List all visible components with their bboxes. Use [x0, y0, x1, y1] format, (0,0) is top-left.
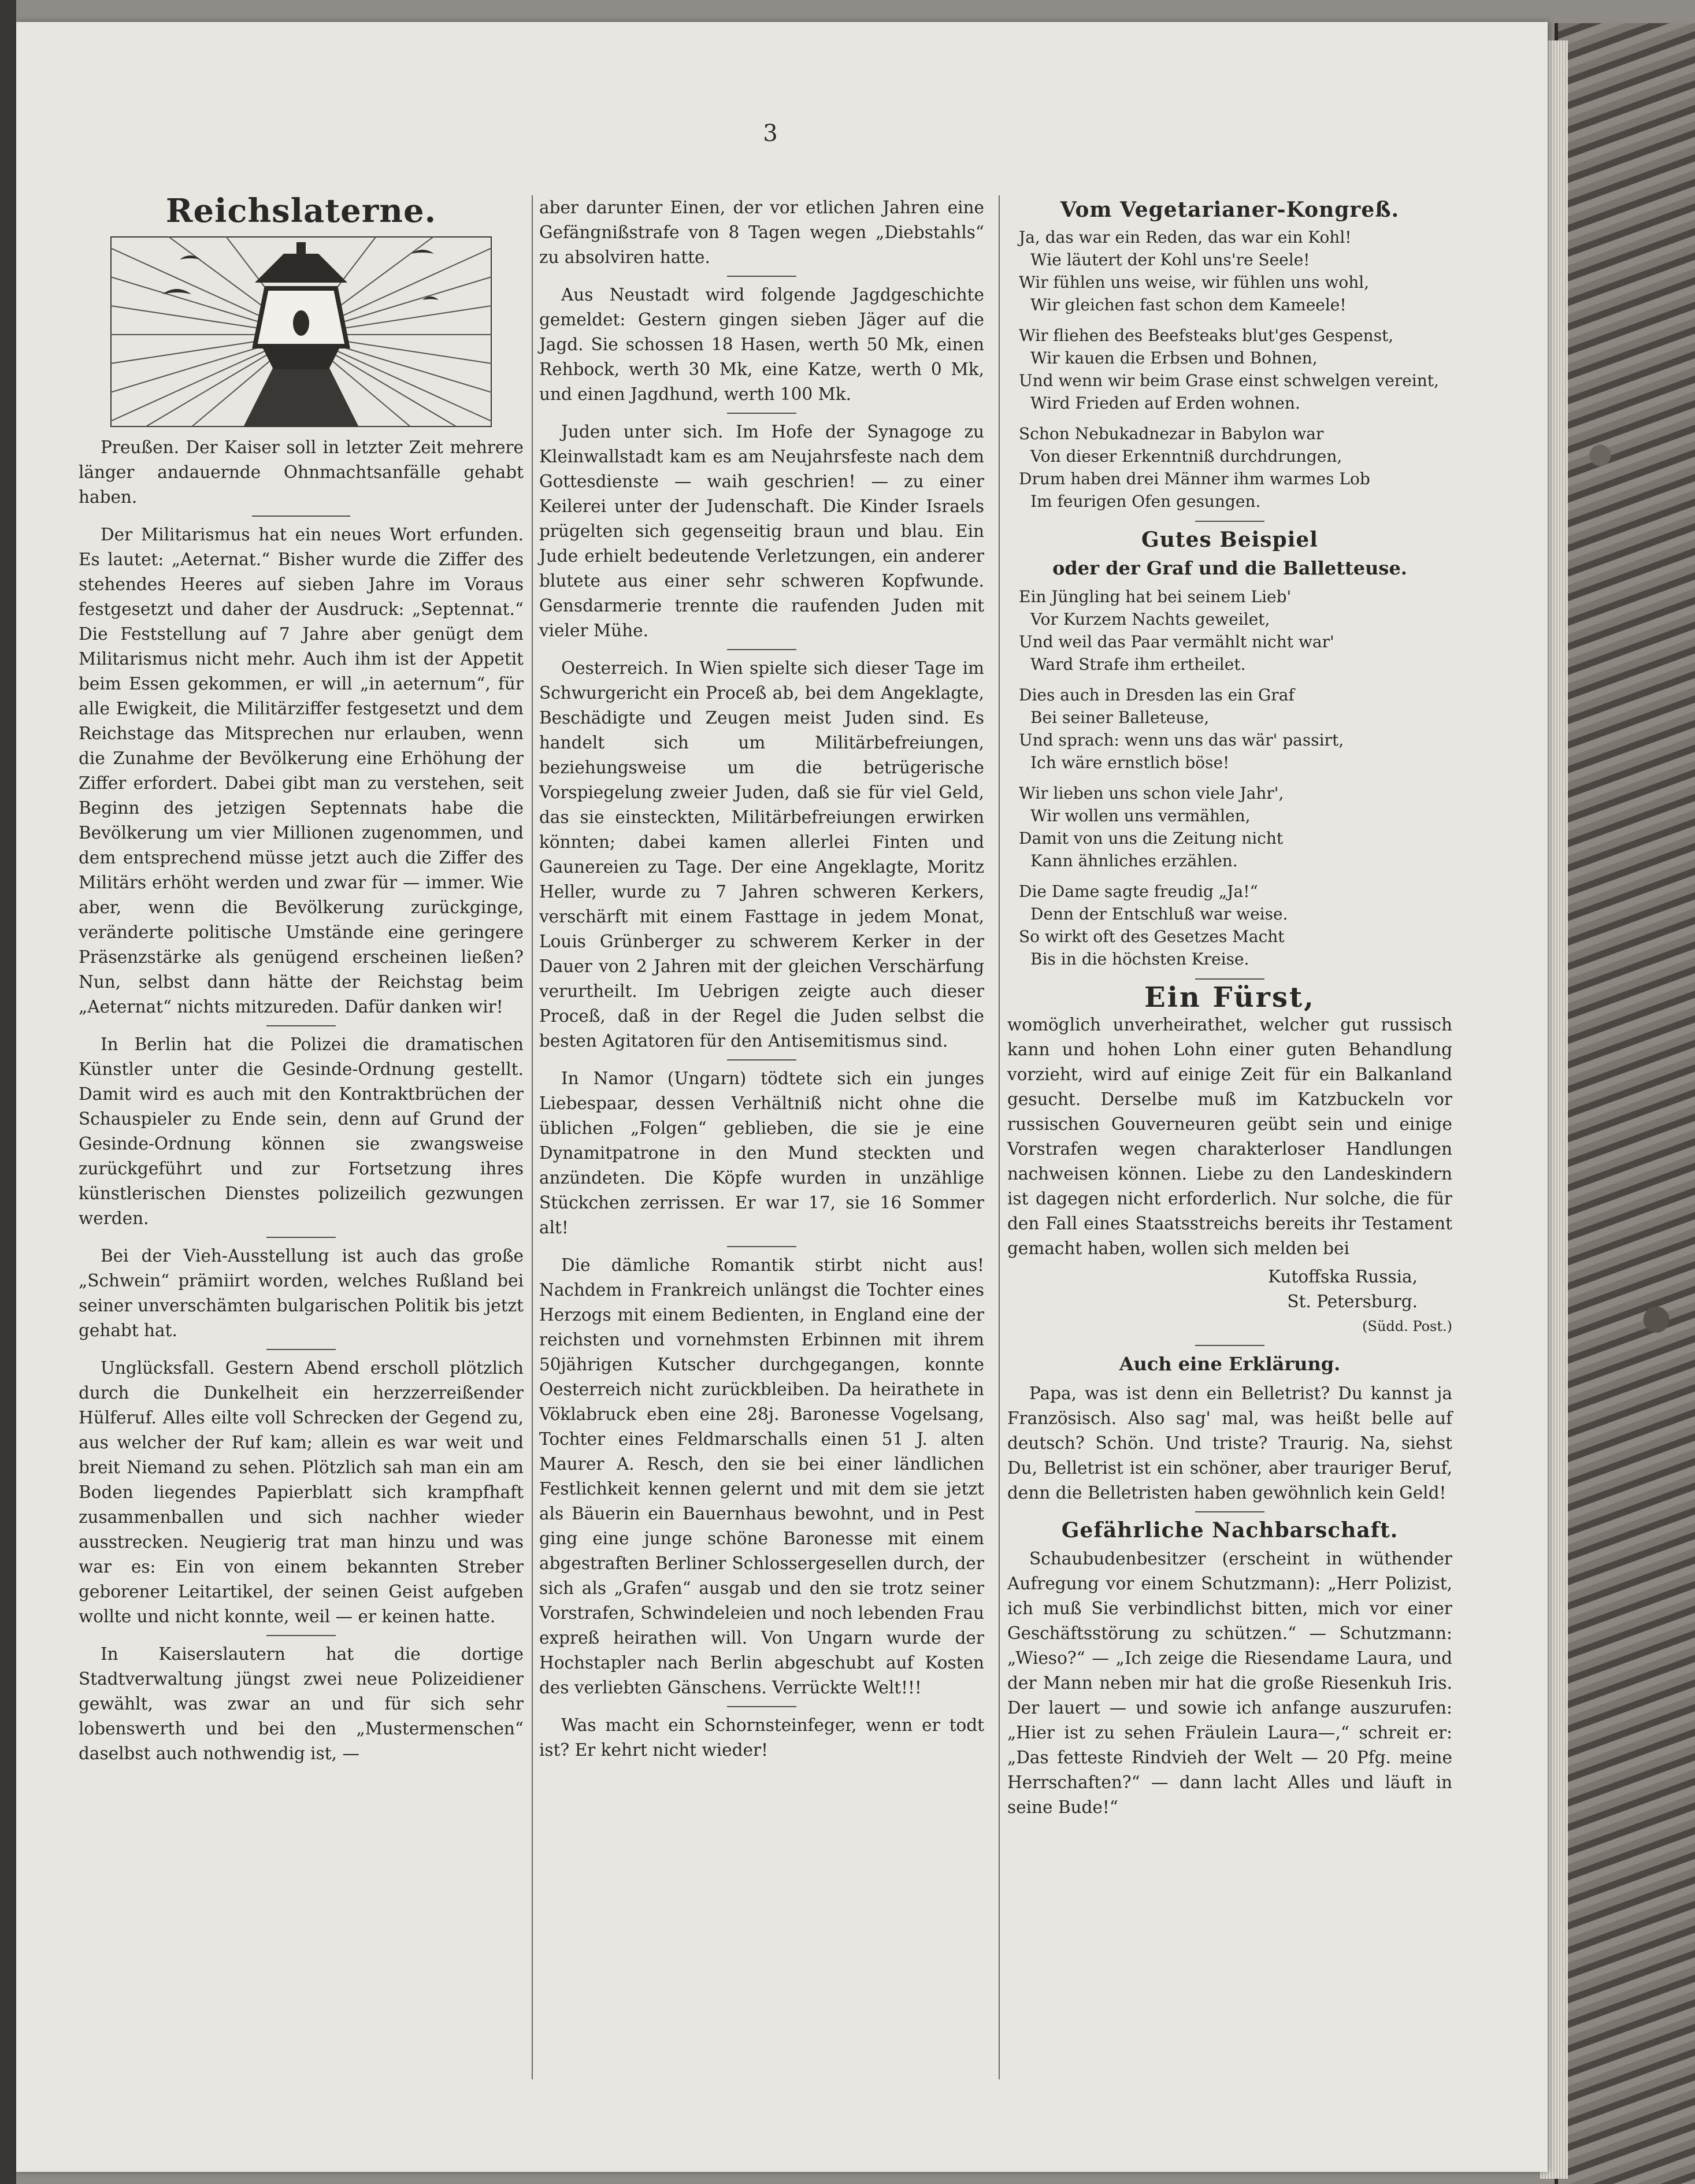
- signature-block: [1007, 1265, 1452, 1314]
- heading-ein-fuerst: Ein Fürst,: [1144, 981, 1315, 1014]
- newspaper-page: [16, 22, 1548, 2172]
- poem-line: Wir lieben uns schon viele Jahr',: [1019, 784, 1284, 803]
- separator: [727, 649, 796, 650]
- desk-background-left: [0, 0, 16, 2184]
- heading-erklaerung: Auch eine Erklärung.: [1119, 1353, 1341, 1375]
- poem-line: Wir wollen uns vermählen,: [1030, 806, 1251, 825]
- separator: [727, 413, 796, 414]
- heading-gutes-beispiel: Gutes Beispiel: [1141, 528, 1318, 552]
- poem-line: Denn der Entschluß war weise.: [1030, 904, 1288, 924]
- separator: [266, 1237, 336, 1238]
- column-rule: [532, 195, 533, 2079]
- poem-vegetarianer: [1007, 226, 1452, 513]
- column-2: [539, 195, 984, 1767]
- poem-line: Damit von uns die Zeitung nicht: [1019, 829, 1284, 848]
- column-rule: [999, 195, 1000, 2079]
- page-number: 3: [763, 120, 778, 147]
- poem-line: Wir fühlen uns weise, wir fühlen uns wohl,: [1019, 273, 1370, 292]
- poem-line: Ja, das war ein Reden, das war ein Kohl!: [1019, 228, 1352, 247]
- poem-line: Bis in die höchsten Kreise.: [1030, 950, 1249, 969]
- heading-nachbarschaft: Gefährliche Nachbarschaft.: [1061, 1518, 1399, 1542]
- poem-line: Ein Jüngling hat bei seinem Lieb': [1019, 587, 1292, 606]
- poem-line: Und wenn wir beim Grase einst schwelgen vereint,: [1019, 371, 1439, 390]
- separator: [266, 1025, 336, 1026]
- separator: [727, 276, 796, 277]
- article-erklaerung: Papa, was ist denn ein Belletrist? Du kannst ja Französisch. Also sag' mal, was heißt belle auf deutsch? Schön. Und triste? Traurig. Na, siehst Du, Belletrist ist ein schöner, aber trauriger Beruf, denn die Belletristen haben gewöhnlich kein Geld!: [1007, 1384, 1452, 1503]
- article-berlin: In Berlin hat die Polizei die dramatischen Künstler unter die Gesinde-Ordnung gestellt. Damit wird es auch mit den Kontraktbrüchen der Schauspieler zu Ende sein, denn auf Grund der Gesinde-Ordnung können sie zwangsweise zurückgeführt und zur Fortsetzung ihres künstlerischen Dienstes polizeilich gezwungen werden.: [79, 1034, 524, 1228]
- poem-line: Schon Nebukadnezar in Babylon war: [1019, 424, 1324, 443]
- article-oesterreich: Oesterreich. In Wien spielte sich dieser Tage im Schwurgericht ein Proceß ab, bei dem Angeklagte, Beschädigte und Zeugen meist Juden sind. Es handelt sich um Militärbefreiungen, beziehungsweise um die betrügerische Vorspiegelung zweier Juden, daß sie für viel Geld, das sie einsteckten, Militärbefreiungen erwirken könnten; dabei kamen allerlei Finten und Gaunereien zu Tage. Der eine Angeklagte, Moritz Heller, wurde zu 7 Jahren schweren Kerkers, verschärft mit einem Fasttage in jedem Monat, Louis Grünberger zu schwerem Kerker in der Dauer von 2 Jahren mit der gleichen Verschärfung verurtheilt. Im Uebrigen zeigte auch dieser Proceß, daß in der Regel die Juden selbst die besten Agitatoren für den Antisemitismus sind.: [539, 658, 984, 1051]
- poem-line: Und sprach: wenn uns das wär' passirt,: [1019, 731, 1344, 750]
- marbled-book-cover: [1555, 23, 1695, 2184]
- article-kaiserslautern: In Kaiserslautern hat die dortige Stadtverwaltung jüngst zwei neue Polizeidiener gewählt, was zwar an und für sich sehr lobenswerth und bei den „Mustermenschen“ daselbst auch nothwendig ist, —: [79, 1644, 524, 1763]
- subheading-graf-balletteuse: oder der Graf und die Balletteuse.: [1052, 557, 1407, 579]
- poem-line: Bei seiner Balleteuse,: [1030, 708, 1210, 727]
- column-3: [1007, 195, 1452, 1825]
- separator: [266, 1635, 336, 1636]
- poem-line: So wirkt oft des Gesetzes Macht: [1019, 927, 1285, 946]
- separator: [727, 1246, 796, 1247]
- article-militarismus: Der Militarismus hat ein neues Wort erfunden. Es lautet: „Aeternat.“ Bisher wurde die Ziffer des stehendes Heeres auf sieben Jahre im Voraus festgesetzt und daher der Ausdruck: „Septennat.“ Die Feststellung auf 7 Jahre aber genügt dem Militarismus nicht mehr. Auch ihm ist der Appetit beim Essen gekommen, er will „in aeternum“, für alle Ewigkeit, die Militärziffer festgesetzt und dem Reichstage das Mitsprechen nur erlauben, wenn die Zunahme der Bevölkerung eine Erhöhung der Ziffer erfordert. Dabei gibt man zu verstehen, seit Beginn des jetzigen Septennats habe die Bevölkerung um vier Millionen zugenommen, und dem entsprechend müsse jetzt auch die Ziffer des Militärs erhöht werden und zwar für — immer. Wie aber, wenn die Bevölkerung zurückginge, veränderte politische Umstände eine geringere Präsenzstärke als genügend erscheinen ließen? Nun, selbst dann hätte der Reichstag beim „Aeternat“ nichts mitzureden. Dafür danken wir!: [79, 525, 524, 1017]
- poem-line: Drum haben drei Männer ihm warmes Lob: [1019, 469, 1370, 488]
- article-neustadt-jagd: Aus Neustadt wird folgende Jagdgeschichte gemeldet: Gestern gingen sieben Jäger auf die Jagd. Sie schossen 18 Hasen, werth 50 Mk, einen Rehbock, werth 30 Mk, eine Katze, werth 0 Mk, und einen Jagdhund, werth 100 Mk.: [539, 285, 984, 404]
- separator: [727, 1059, 796, 1061]
- poem-line: Wir fliehen des Beefsteaks blut'ges Gespenst,: [1019, 326, 1394, 345]
- poem-line: Vor Kurzem Nachts geweilet,: [1030, 610, 1270, 629]
- separator: [1195, 1511, 1264, 1512]
- article-vieh-ausstellung: Bei der Vieh-Ausstellung ist auch das große „Schwein“ prämiirt worden, welches Rußland bei seiner unverschämten bulgarischen Politik bis jetzt gehabt hat.: [79, 1246, 524, 1340]
- masthead-title: Reichslaterne.: [165, 192, 437, 230]
- lantern-illustration: [110, 236, 492, 427]
- source-credit: (Südd. Post.): [1362, 1318, 1452, 1334]
- poem-line: Und weil das Paar vermählt nicht war': [1019, 632, 1334, 651]
- signature-place: St. Petersburg.: [1287, 1292, 1418, 1311]
- article-juden-unter-sich: Juden unter sich. Im Hofe der Synagoge zu Kleinwallstadt kam es am Neujahrsfeste nach dem Gottesdienste — waih geschrien! — zu einer Keilerei unter der Judenschaft. Die Kinder Israels prügelten sich gegenseitig braun und blau. Ein Jude erhielt bedeutende Verletzungen, ein anderer blutete aus einer sehr schweren Kopfwunde. Gensdarmerie trennte die raufenden Juden mit vieler Mühe.: [539, 422, 984, 640]
- poem-line: Wir gleichen fast schon dem Kameele!: [1030, 295, 1347, 314]
- article-ein-fuerst: womöglich unverheirathet, welcher gut russisch kann und hohen Lohn einer guten Behandlung vorzieht, wird auf einige Zeit für ein Balkanland gesucht. Derselbe muß im Katzbuckeln vor russischen Gouverneuren geübt sein und einige Vorstrafen wegen charakterloser Handlungen nachweisen können. Liebe zu den Landeskindern ist dagegen nicht erforderlich. Nur solche, die für den Fall eines Staatsstreichs bereits ihr Testament gemacht haben, wollen sich melden bei: [1007, 1015, 1452, 1258]
- separator: [252, 516, 350, 517]
- separator: [1195, 1345, 1264, 1346]
- separator: [266, 1349, 336, 1350]
- poem-line: Von dieser Erkenntniß durchdrungen,: [1030, 447, 1342, 466]
- article-preussen: Preußen. Der Kaiser soll in letzter Zeit mehrere länger andauernde Ohnmachtsanfälle gehabt haben.: [79, 437, 524, 507]
- poem-gutes-beispiel: [1007, 585, 1452, 970]
- poem-line: Wir kauen die Erbsen und Bohnen,: [1030, 348, 1318, 368]
- poem-line: Die Dame sagte freudig „Ja!“: [1019, 882, 1258, 901]
- poem-line: Dies auch in Dresden las ein Graf: [1019, 685, 1295, 704]
- poem-line: Kann ähnliches erzählen.: [1030, 851, 1238, 870]
- article-nachbarschaft: Schaubudenbesitzer (erscheint in wüthender Aufregung vor einem Schutzmann): „Herr Polizist, ich muß Sie verbindlichst bitten, mich vor einer Geschäftsstörung zu schützen.“ — Schutzmann: „Wieso?“ — „Ich zeige die Riesendame Laura, und der Mann neben mir hat die große Riesenkuh Iris. Der lauert — und sowie ich anfange auszurufen: „Hier ist zu sehen Fräulein Laura—,“ schreit er: „Das fetteste Rindvieh der Welt — 20 Pfg. meine Herrschaften?“ — dann lacht Alles und läuft in seine Bude!“: [1007, 1549, 1452, 1817]
- poem-line: Ward Strafe ihm ertheilet.: [1030, 655, 1246, 674]
- separator: [1195, 978, 1264, 980]
- heading-vegetarianer: Vom Vegetarianer-Kongreß.: [1060, 198, 1400, 222]
- article-romantik: Die dämliche Romantik stirbt nicht aus! Nachdem in Frankreich unlängst die Tochter eines Herzogs mit einem Bedienten, in England eine der reichsten und vornehmsten Erbinnen mit ihrem 50jährigen Kutscher durchgegangen, konnte Oesterreich nicht zurückbleiben. Da heirathete in Vöklabruck eben eine 28j. Baronesse Vogelsang, Tochter eines Feldmarschalls einen 51 J. alten Maurer A. Resch, den sie bei einer ländlichen Festlichkeit kennen gelernt und mit dem sie jetzt als Bäuerin ein Bauernhaus bewohnt, und in Pest ging eine junge schöne Baronesse mit einem abgestraften Berliner Schlossergesellen durch, der sich als „Grafen“ ausgab und den sie trotz seiner Vorstrafen, Schwindeleien und noch lebenden Frau expreß heirathen will. Von Ungarn wurde der Hochstapler nach Berlin abgeschubt auf Kosten des verliebten Gänschens. Verrückte Welt!!!: [539, 1255, 984, 1697]
- poem-line: Im feurigen Ofen gesungen.: [1030, 492, 1261, 511]
- separator: [727, 1706, 796, 1707]
- poem-line: Wie läutert der Kohl uns're Seele!: [1030, 250, 1310, 269]
- article-namor: In Namor (Ungarn) tödtete sich ein junges Liebespaar, dessen Verhältniß nicht ohne die üblichen „Folgen“ geblieben, die sie je eine Dynamitpatrone in den Mund steckten und anzündeten. Die Köpfe wurden in unzählige Stückchen zerrissen. Er war 17, sie 16 Sommer alt!: [539, 1069, 984, 1237]
- article-kaiserslautern-cont: aber darunter Einen, der vor etlichen Jahren eine Gefängnißstrafe von 8 Tagen wegen „Diebstahls“ zu absolviren hatte.: [539, 198, 984, 267]
- signature-name: Kutoffska Russia,: [1268, 1267, 1418, 1286]
- separator: [1195, 521, 1264, 522]
- article-ungluecksfall: Unglücksfall. Gestern Abend erscholl plötzlich durch die Dunkelheit ein herzzerreißender Hülferuf. Alles eilte voll Schrecken der Gegend zu, aus welcher der Ruf kam; allein es war weit und breit Niemand zu sehen. Plötzlich sah man ein am Boden liegendes Papierblatt sich krampfhaft zusammenballen und sich nachher wieder ausstrecken. Neugierig trat man hinzu und was war es: Ein von einem bekannten Streber geborener Leitartikel, der seinen Geist aufgeben wollte und nicht konnte, weil — er keinen hatte.: [79, 1358, 524, 1626]
- column-1: [79, 192, 524, 1771]
- poem-line: Ich wäre ernstlich böse!: [1030, 753, 1230, 772]
- poem-line: Wird Frieden auf Erden wohnen.: [1030, 394, 1300, 413]
- article-schornsteinfeger: Was macht ein Schornsteinfeger, wenn er todt ist? Er kehrt nicht wieder!: [539, 1715, 984, 1760]
